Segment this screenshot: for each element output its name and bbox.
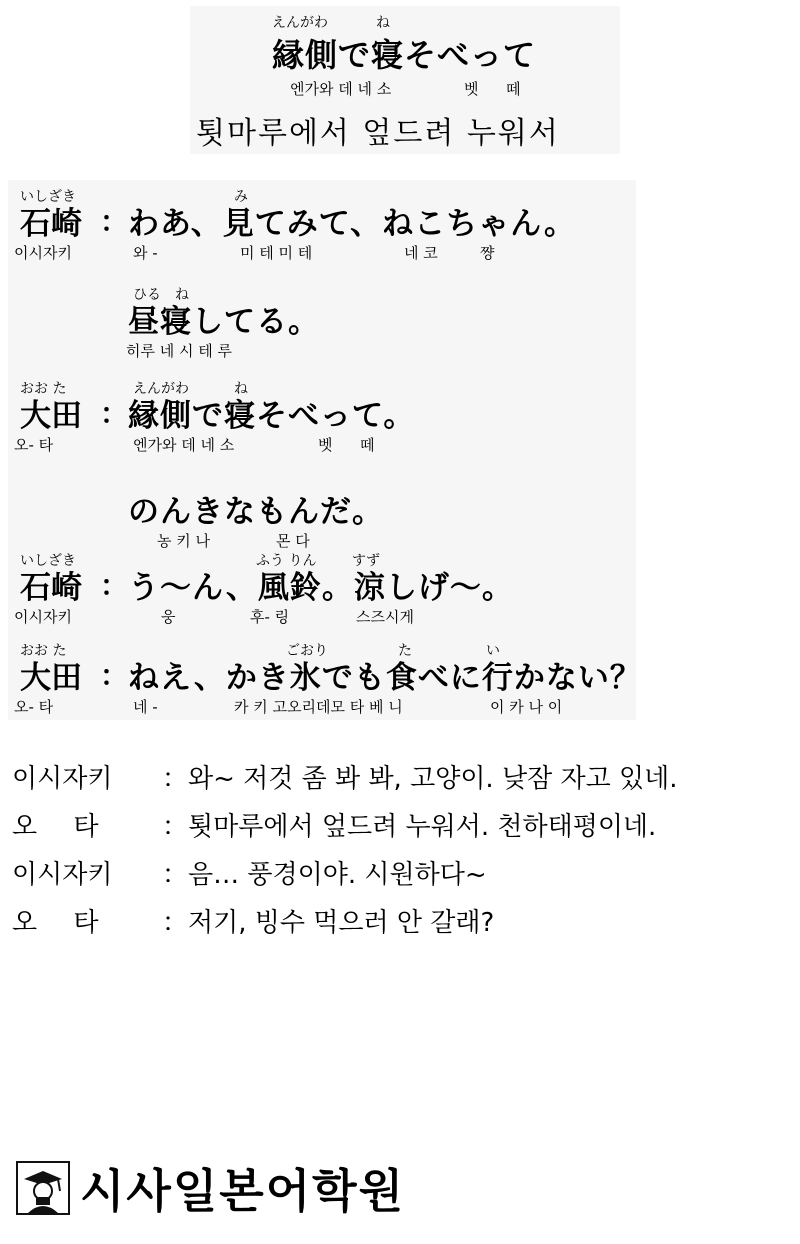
kanji-ruby: すず bbox=[352, 553, 381, 569]
pronunciation-text: 오- 타 bbox=[14, 698, 54, 716]
translation-speaker: 이시자키 bbox=[12, 764, 113, 794]
pronunciation-text: 이 카 나 이 bbox=[490, 698, 563, 716]
pronunciation-text: 카 키 고오리데모 타 베 니 bbox=[234, 698, 403, 716]
speaker-colon: ： bbox=[100, 397, 129, 430]
title-ruby-text: ね bbox=[376, 15, 390, 31]
kanji-ruby: た bbox=[398, 643, 412, 659]
translation-line bbox=[12, 854, 487, 891]
pronunciation-text: 오- 타 bbox=[14, 436, 54, 454]
title-pronunciation-text: 엔가와 데 네 소 bbox=[290, 80, 392, 98]
japanese-line: のんきなもんだ。 bbox=[128, 494, 384, 530]
kanji-ruby: ごおり bbox=[286, 643, 328, 659]
pronunciation-text: 미 테 미 테 bbox=[240, 244, 313, 262]
translation-text: 와~ 저것 좀 봐 봐, 고양이. 낮잠 자고 있네. bbox=[188, 764, 678, 794]
translation-speaker: 오 타 bbox=[12, 908, 113, 938]
speaker-colon: ： bbox=[100, 659, 129, 692]
scholar-portrait-icon bbox=[16, 1161, 70, 1215]
kanji-ruby: えんがわ bbox=[133, 381, 189, 397]
title-pronunciation-text: 벳 bbox=[464, 80, 479, 98]
translation-colon: ： bbox=[162, 764, 189, 794]
kanji-ruby: ひる bbox=[133, 287, 161, 303]
pronunciation-text: 엔가와 데 네 소 bbox=[133, 436, 235, 454]
title-japanese: 縁側で寝そべって bbox=[272, 36, 537, 74]
pronunciation-text: 네 코 bbox=[404, 244, 438, 262]
speaker-ruby: いしざき bbox=[20, 553, 76, 569]
translation-text: 저기, 빙수 먹으러 안 갈래? bbox=[188, 908, 495, 938]
translation-line bbox=[12, 902, 494, 939]
kanji-ruby: ね bbox=[175, 287, 189, 303]
pronunciation-text: 이시자키 bbox=[14, 244, 72, 262]
translation-text: 툇마루에서 엎드려 누워서. 천하태평이네. bbox=[188, 812, 657, 842]
speaker-ruby: いしざき bbox=[20, 189, 76, 205]
speaker-colon: ： bbox=[100, 205, 129, 238]
pronunciation-text: 네 - bbox=[133, 698, 158, 716]
japanese-line: う～ん、風鈴。涼しげ～。 bbox=[128, 570, 514, 606]
kanji-ruby: ふう りん bbox=[256, 553, 317, 569]
translation-colon: ： bbox=[162, 908, 189, 938]
translation-colon: ： bbox=[162, 812, 189, 842]
translation-line bbox=[12, 806, 656, 843]
pronunciation-text: 벳 bbox=[318, 436, 333, 454]
academy-logo bbox=[16, 1158, 405, 1218]
pronunciation-text: 농 키 나 bbox=[157, 532, 211, 550]
translation-colon: ： bbox=[162, 860, 189, 890]
speaker-colon: ： bbox=[100, 569, 129, 602]
pronunciation-text: 와 - bbox=[133, 244, 158, 262]
speaker-ruby: おお た bbox=[20, 643, 67, 659]
translation-line bbox=[12, 758, 677, 795]
speaker-name: 石崎 bbox=[20, 206, 82, 242]
japanese-line: 縁側で寝そべって。 bbox=[128, 398, 416, 434]
pronunciation-text: 스즈시게 bbox=[356, 608, 414, 626]
kanji-ruby: ね bbox=[234, 381, 248, 397]
translation-speaker: 이시자키 bbox=[12, 860, 113, 890]
speaker-name: 大田 bbox=[20, 660, 82, 696]
pronunciation-text: 웅 bbox=[161, 608, 176, 626]
pronunciation-text: 히루 네 시 테 루 bbox=[126, 342, 233, 360]
title-korean: 툇마루에서 엎드려 누워서 bbox=[196, 116, 560, 151]
title-ruby-text: えんがわ bbox=[272, 15, 328, 31]
pronunciation-text: 후- 링 bbox=[250, 608, 290, 626]
translation-text: 음… 풍경이야. 시원하다~ bbox=[188, 860, 487, 890]
kanji-ruby: み bbox=[234, 189, 248, 205]
japanese-line: ねえ、かき氷でも食べに行かない？ bbox=[128, 660, 642, 696]
translation-speaker: 오 타 bbox=[12, 812, 113, 842]
title-pronunciation-text: 떼 bbox=[506, 80, 521, 98]
speaker-name: 大田 bbox=[20, 398, 82, 434]
pronunciation-text: 이시자키 bbox=[14, 608, 72, 626]
kanji-ruby: い bbox=[486, 643, 500, 659]
pronunciation-text: 몬 다 bbox=[276, 532, 310, 550]
speaker-name: 石崎 bbox=[20, 570, 82, 606]
pronunciation-text: 떼 bbox=[360, 436, 375, 454]
japanese-line: わあ、見てみて、ねこちゃん。 bbox=[128, 206, 576, 242]
speaker-ruby: おお た bbox=[20, 381, 67, 397]
pronunciation-text: 쨩 bbox=[480, 244, 495, 262]
japanese-line: 昼寝してる。 bbox=[128, 304, 320, 340]
academy-name: 시사일본어학원 bbox=[80, 1164, 406, 1218]
